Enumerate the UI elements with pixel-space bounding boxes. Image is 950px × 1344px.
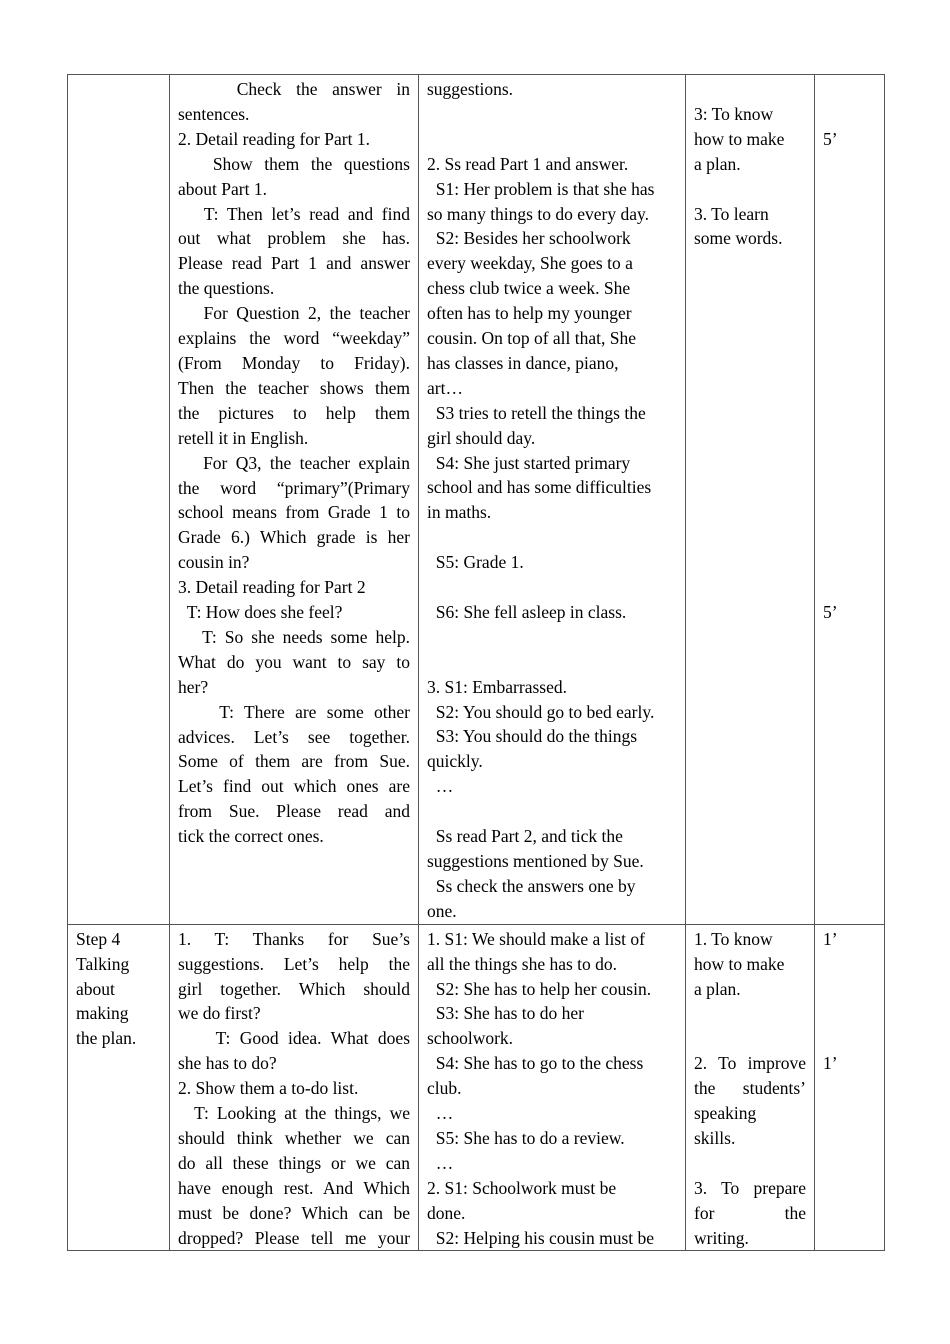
text-line: Then the teacher shows them xyxy=(178,377,410,398)
text-line: Check the answer in xyxy=(178,79,410,99)
text-line: S4: She just started primary xyxy=(427,452,631,473)
text-line xyxy=(427,799,677,824)
text-line: school and has some difficulties xyxy=(427,477,652,498)
table-row xyxy=(68,924,885,1251)
text-line: making xyxy=(76,1003,129,1024)
table-row xyxy=(68,75,885,925)
text-line: 3. To learn xyxy=(694,203,769,224)
text-line: Step 4 xyxy=(76,928,121,949)
text-line: school means from Grade 1 to xyxy=(178,502,410,523)
text-line xyxy=(427,102,677,127)
text-line xyxy=(823,1001,876,1026)
text-line xyxy=(823,401,876,426)
text-line: T: Then let’s read and find xyxy=(178,203,410,224)
text-line: skills. xyxy=(694,1127,736,1148)
text-line: 2. Ss read Part 1 and answer. xyxy=(427,153,629,174)
text-line xyxy=(823,500,876,525)
time-cell xyxy=(815,924,885,1251)
text-line: retell it in English. xyxy=(178,427,309,448)
text-line: a plan. xyxy=(694,978,741,999)
text-line: … xyxy=(427,1103,454,1124)
text-line: sentences. xyxy=(178,103,250,124)
text-line: S3: You should do the things xyxy=(427,726,638,747)
text-line: we do first? xyxy=(178,1003,261,1024)
text-line xyxy=(823,977,876,1002)
purpose-cell xyxy=(686,924,815,1251)
text-line: … xyxy=(427,776,454,797)
text-line: girl should day. xyxy=(427,427,536,448)
text-line xyxy=(427,650,677,675)
text-line: Please read Part 1 and answer xyxy=(178,253,410,274)
text-line: S6: She fell asleep in class. xyxy=(427,601,627,622)
text-line: how to make xyxy=(694,953,785,974)
text-line: the word “primary”(Primary xyxy=(178,477,410,498)
text-line: she has to do? xyxy=(178,1053,277,1074)
text-line: writing. xyxy=(694,1227,749,1248)
text-line: (From Monday to Friday). xyxy=(178,352,410,373)
text-line: 2. S1: Schoolwork must be xyxy=(427,1177,617,1198)
text-line xyxy=(427,525,677,550)
text-line xyxy=(427,575,677,600)
text-line: from Sue. Please read and xyxy=(178,801,410,822)
text-line: art… xyxy=(427,377,463,398)
text-line: a plan. xyxy=(694,153,741,174)
text-line: about xyxy=(76,978,115,999)
text-line: out what problem she has. xyxy=(178,228,410,249)
text-line: schoolwork. xyxy=(427,1028,514,1049)
text-line xyxy=(823,952,876,977)
text-line xyxy=(823,226,876,251)
text-line: 2. To improve xyxy=(694,1053,806,1074)
text-line: 3. S1: Embarrassed. xyxy=(427,676,567,697)
text-line: S3: She has to do her xyxy=(427,1003,585,1024)
text-line: S3 tries to retell the things the xyxy=(427,402,646,423)
text-line: done. xyxy=(427,1202,466,1223)
text-line: explains the word “weekday” xyxy=(178,328,410,349)
text-line xyxy=(694,77,806,102)
text-line: S2: Besides her schoolwork xyxy=(427,228,631,249)
text-line: how to make xyxy=(694,128,785,149)
text-line: one. xyxy=(427,900,457,921)
text-line: advices. Let’s see together. xyxy=(178,726,410,747)
student-activity-cell xyxy=(419,75,686,925)
text-line: have enough rest. And Which xyxy=(178,1177,410,1198)
text-line xyxy=(823,102,876,127)
text-line xyxy=(823,425,876,450)
text-line: 5’ xyxy=(823,128,838,149)
text-line: girl together. Which should xyxy=(178,978,410,999)
text-line: the plan. xyxy=(76,1028,137,1049)
text-line: For Q3, the teacher explain xyxy=(178,452,410,473)
text-line: club. xyxy=(427,1078,462,1099)
text-line xyxy=(823,450,876,475)
text-line: 1’ xyxy=(823,928,838,949)
text-line xyxy=(823,475,876,500)
text-line: T: Looking at the things, we xyxy=(178,1103,410,1124)
text-line xyxy=(823,201,876,226)
text-line: T: So she needs some help. xyxy=(178,626,410,647)
text-line xyxy=(694,1001,806,1026)
text-line: S2: She has to help her cousin. xyxy=(427,978,652,999)
text-line xyxy=(694,1026,806,1051)
text-line: 3: To know xyxy=(694,103,774,124)
text-line xyxy=(823,376,876,401)
text-line: 1. To know xyxy=(694,928,773,949)
text-line: For Question 2, the teacher xyxy=(178,303,410,324)
text-line xyxy=(823,326,876,351)
text-line: S2: Helping his cousin must be xyxy=(427,1227,655,1248)
text-line: What do you want to say to xyxy=(178,651,410,672)
lesson-plan-table xyxy=(67,74,885,1251)
text-line: cousin. On top of all that, She xyxy=(427,328,637,349)
step-cell xyxy=(68,924,170,1251)
text-line: Let’s find out which ones are xyxy=(178,776,410,797)
text-line: Ss check the answers one by xyxy=(427,875,636,896)
text-line: 2. Detail reading for Part 1. xyxy=(178,128,370,149)
text-line xyxy=(427,625,677,650)
text-line: cousin in? xyxy=(178,552,250,573)
text-line xyxy=(427,127,677,152)
teacher-activity-cell xyxy=(170,924,419,1251)
text-line: S4: She has to go to the chess xyxy=(427,1053,644,1074)
text-line xyxy=(823,550,876,575)
text-line xyxy=(694,177,806,202)
text-line: S5: She has to do a review. xyxy=(427,1127,625,1148)
text-line: has classes in dance, piano, xyxy=(427,352,619,373)
text-line: Ss read Part 2, and tick the xyxy=(427,826,623,847)
text-line: the pictures to help them xyxy=(178,402,410,423)
text-line: 2. Show them a to-do list. xyxy=(178,1078,359,1099)
text-line xyxy=(823,276,876,301)
text-line: the students’ xyxy=(694,1078,806,1099)
text-line: dropped? Please tell me your xyxy=(178,1227,410,1248)
text-line xyxy=(694,1151,806,1176)
text-line: every weekday, She goes to a xyxy=(427,253,633,274)
text-line: Show them the questions xyxy=(178,153,410,174)
text-line: chess club twice a week. She xyxy=(427,278,631,299)
text-line: her? xyxy=(178,676,209,697)
text-line: the questions. xyxy=(178,278,275,299)
text-line: quickly. xyxy=(427,751,483,772)
text-line: suggestions mentioned by Sue. xyxy=(427,850,644,871)
text-line: 1. S1: We should make a list of xyxy=(427,928,645,949)
text-line xyxy=(823,152,876,177)
text-line: should think whether we can xyxy=(178,1127,410,1148)
text-line: 3. Detail reading for Part 2 xyxy=(178,577,366,598)
text-line: 1’ xyxy=(823,1053,838,1074)
text-line: 3. To prepare xyxy=(694,1177,806,1198)
text-line: all the things she has to do. xyxy=(427,953,618,974)
text-line: tick the correct ones. xyxy=(178,826,324,847)
text-line: T: How does she feel? xyxy=(178,602,343,623)
text-line xyxy=(823,525,876,550)
text-line: S5: Grade 1. xyxy=(427,552,524,573)
text-line: suggestions. xyxy=(427,79,514,99)
text-line: suggestions. Let’s help the xyxy=(178,953,410,974)
text-line: in maths. xyxy=(427,502,492,523)
text-line: speaking xyxy=(694,1103,757,1124)
text-line: … xyxy=(427,1152,454,1173)
text-line: do all these things or we can xyxy=(178,1152,410,1173)
text-line: S1: Her problem is that she has xyxy=(427,178,655,199)
text-line xyxy=(823,251,876,276)
text-line xyxy=(823,1026,876,1051)
student-activity-cell xyxy=(419,924,686,1251)
teacher-activity-cell xyxy=(170,75,419,925)
text-line: 5’ xyxy=(823,601,838,622)
text-line xyxy=(823,575,876,600)
text-line: S2: You should go to bed early. xyxy=(427,701,655,722)
purpose-cell xyxy=(686,75,815,925)
text-line: Some of them are from Sue. xyxy=(178,751,410,772)
text-line: so many things to do every day. xyxy=(427,203,649,224)
text-line xyxy=(823,177,876,202)
text-line: T: There are some other xyxy=(178,701,410,722)
time-cell xyxy=(815,75,885,925)
text-line xyxy=(823,77,876,102)
step-cell xyxy=(68,75,170,925)
text-line: for the xyxy=(694,1202,806,1223)
text-line: T: Good idea. What does xyxy=(178,1028,410,1049)
text-line: 1. T: Thanks for Sue’s xyxy=(178,928,410,949)
text-line: must be done? Which can be xyxy=(178,1202,410,1223)
text-line: about Part 1. xyxy=(178,178,267,199)
text-line xyxy=(823,351,876,376)
text-line xyxy=(823,301,876,326)
text-line: Grade 6.) Which grade is her xyxy=(178,527,410,548)
text-line: often has to help my younger xyxy=(427,303,632,324)
text-line: some words. xyxy=(694,228,783,249)
text-line: Talking xyxy=(76,953,130,974)
